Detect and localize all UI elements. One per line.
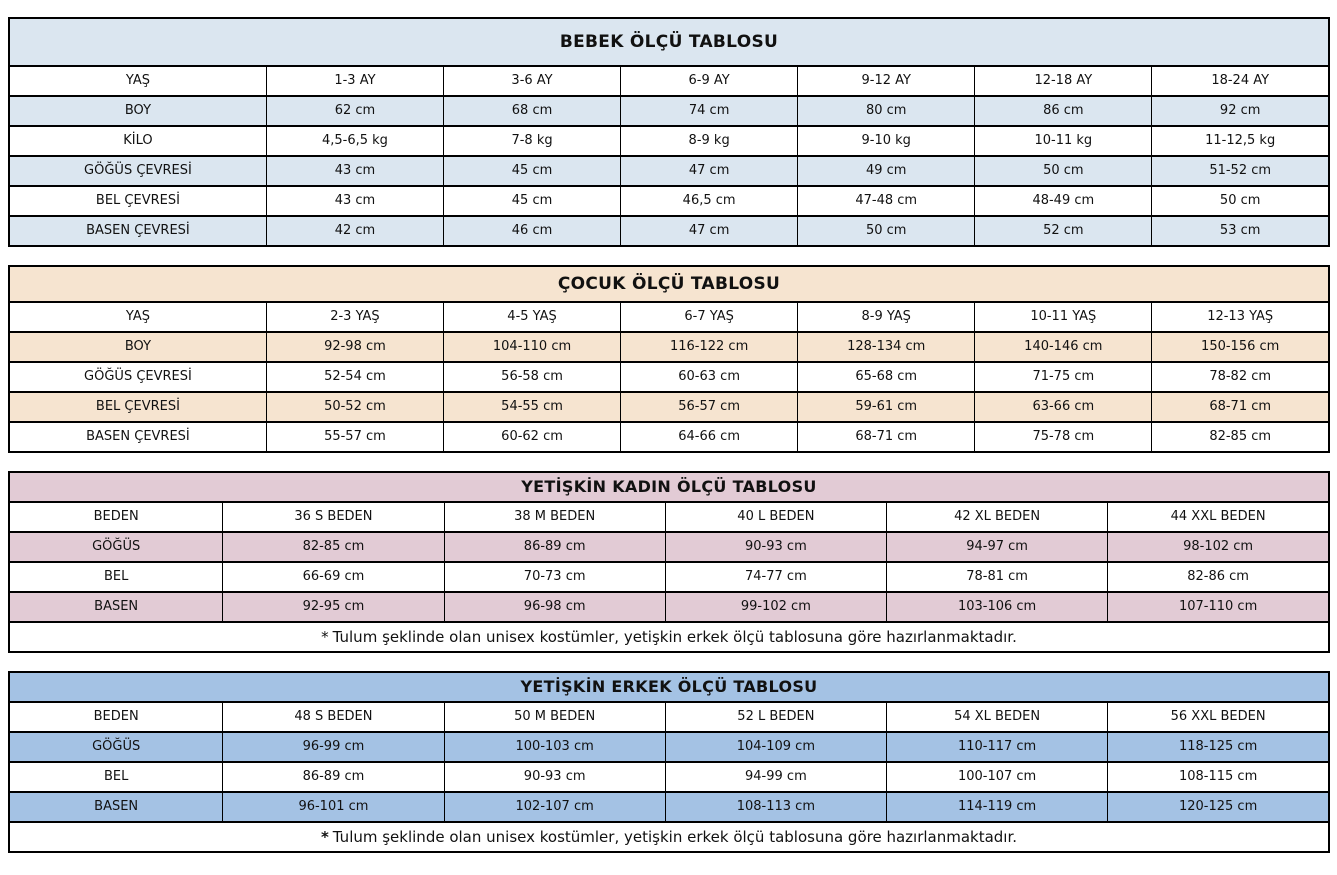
data-cell: 47-48 cm: [798, 186, 975, 216]
data-cell: 50 cm: [1152, 186, 1329, 216]
data-cell: 47 cm: [621, 216, 798, 246]
data-cell: 86-89 cm: [223, 762, 444, 792]
data-cell: 116-122 cm: [621, 332, 798, 362]
header-cell: 6-7 YAŞ: [621, 302, 798, 332]
data-cell: 98-102 cm: [1108, 532, 1329, 562]
data-cell: 52 cm: [975, 216, 1152, 246]
table-title: YETİŞKİN ERKEK ÖLÇÜ TABLOSU: [9, 672, 1329, 702]
data-cell: 50-52 cm: [266, 392, 443, 422]
footnote-text: Tulum şeklinde olan unisex kostümler, yetişkin erkek ölçü tablosuna göre hazırlanmaktadır.: [332, 828, 1018, 846]
data-cell: 46,5 cm: [621, 186, 798, 216]
data-cell: 150-156 cm: [1152, 332, 1329, 362]
header-label: BEDEN: [9, 702, 223, 732]
data-cell: 92 cm: [1152, 96, 1329, 126]
size-table-cocuk: [8, 265, 1330, 453]
table-row: [9, 532, 1329, 562]
header-cell: 1-3 AY: [266, 66, 443, 96]
data-cell: 75-78 cm: [975, 422, 1152, 452]
data-cell: 92-95 cm: [223, 592, 444, 622]
header-label: YAŞ: [9, 302, 266, 332]
title-row: [9, 18, 1329, 66]
data-cell: 7-8 kg: [443, 126, 620, 156]
table-row: [9, 392, 1329, 422]
header-cell: 52 L BEDEN: [665, 702, 886, 732]
row-label: BOY: [9, 96, 266, 126]
data-cell: 108-113 cm: [665, 792, 886, 822]
data-cell: 140-146 cm: [975, 332, 1152, 362]
table-row: [9, 186, 1329, 216]
title-row: [9, 672, 1329, 702]
table-title: ÇOCUK ÖLÇÜ TABLOSU: [9, 266, 1329, 302]
data-cell: 94-99 cm: [665, 762, 886, 792]
data-cell: 50 cm: [798, 216, 975, 246]
table-row: [9, 592, 1329, 622]
data-cell: 10-11 kg: [975, 126, 1152, 156]
table-row: [9, 792, 1329, 822]
data-cell: 60-63 cm: [621, 362, 798, 392]
data-cell: 56-57 cm: [621, 392, 798, 422]
data-cell: 8-9 kg: [621, 126, 798, 156]
data-cell: 108-115 cm: [1108, 762, 1329, 792]
header-cell: 18-24 AY: [1152, 66, 1329, 96]
data-cell: 92-98 cm: [266, 332, 443, 362]
data-cell: 120-125 cm: [1108, 792, 1329, 822]
data-cell: 104-109 cm: [665, 732, 886, 762]
table-row: [9, 216, 1329, 246]
row-label: GÖĞÜS: [9, 732, 223, 762]
header-cell: 6-9 AY: [621, 66, 798, 96]
header-cell: 4-5 YAŞ: [443, 302, 620, 332]
data-cell: 86 cm: [975, 96, 1152, 126]
data-cell: 43 cm: [266, 186, 443, 216]
row-label: BASEN ÇEVRESİ: [9, 422, 266, 452]
data-cell: 53 cm: [1152, 216, 1329, 246]
row-label: BASEN ÇEVRESİ: [9, 216, 266, 246]
data-cell: 90-93 cm: [444, 762, 665, 792]
header-label: YAŞ: [9, 66, 266, 96]
data-cell: 100-107 cm: [886, 762, 1107, 792]
header-row: [9, 502, 1329, 532]
row-label: BASEN: [9, 592, 223, 622]
data-cell: 100-103 cm: [444, 732, 665, 762]
table-row: [9, 762, 1329, 792]
data-cell: 66-69 cm: [223, 562, 444, 592]
data-cell: 82-86 cm: [1108, 562, 1329, 592]
data-cell: 62 cm: [266, 96, 443, 126]
table-row: [9, 732, 1329, 762]
data-cell: 96-101 cm: [223, 792, 444, 822]
data-cell: 80 cm: [798, 96, 975, 126]
data-cell: 64-66 cm: [621, 422, 798, 452]
header-cell: 12-13 YAŞ: [1152, 302, 1329, 332]
data-cell: 74-77 cm: [665, 562, 886, 592]
data-cell: 99-102 cm: [665, 592, 886, 622]
title-row: [9, 472, 1329, 502]
header-cell: 8-9 YAŞ: [798, 302, 975, 332]
header-label: BEDEN: [9, 502, 223, 532]
data-cell: 68-71 cm: [798, 422, 975, 452]
data-cell: 11-12,5 kg: [1152, 126, 1329, 156]
row-label: BEL: [9, 762, 223, 792]
header-row: [9, 66, 1329, 96]
data-cell: 78-82 cm: [1152, 362, 1329, 392]
data-cell: 45 cm: [443, 156, 620, 186]
table-title: YETİŞKİN KADIN ÖLÇÜ TABLOSU: [9, 472, 1329, 502]
data-cell: 70-73 cm: [444, 562, 665, 592]
row-label: GÖĞÜS ÇEVRESİ: [9, 156, 266, 186]
row-label: BEL ÇEVRESİ: [9, 392, 266, 422]
data-cell: 103-106 cm: [886, 592, 1107, 622]
header-cell: 48 S BEDEN: [223, 702, 444, 732]
header-cell: 12-18 AY: [975, 66, 1152, 96]
data-cell: 56-58 cm: [443, 362, 620, 392]
table-title: BEBEK ÖLÇÜ TABLOSU: [9, 18, 1329, 66]
row-label: BOY: [9, 332, 266, 362]
data-cell: 104-110 cm: [443, 332, 620, 362]
row-label: BASEN: [9, 792, 223, 822]
footnote: [9, 822, 1329, 852]
header-cell: 44 XXL BEDEN: [1108, 502, 1329, 532]
data-cell: 96-99 cm: [223, 732, 444, 762]
row-label: BEL: [9, 562, 223, 592]
data-cell: 54-55 cm: [443, 392, 620, 422]
data-cell: 110-117 cm: [886, 732, 1107, 762]
size-table-erkek: [8, 671, 1330, 853]
data-cell: 48-49 cm: [975, 186, 1152, 216]
data-cell: 4,5-6,5 kg: [266, 126, 443, 156]
data-cell: 45 cm: [443, 186, 620, 216]
footnote-asterisk: *: [321, 628, 329, 646]
data-cell: 51-52 cm: [1152, 156, 1329, 186]
header-cell: 2-3 YAŞ: [266, 302, 443, 332]
footnote-row: [9, 822, 1329, 852]
row-label: BEL ÇEVRESİ: [9, 186, 266, 216]
table-row: [9, 126, 1329, 156]
header-cell: 54 XL BEDEN: [886, 702, 1107, 732]
header-cell: 56 XXL BEDEN: [1108, 702, 1329, 732]
footnote-text: Tulum şeklinde olan unisex kostümler, yetişkin erkek ölçü tablosuna göre hazırlanmaktadır.: [332, 628, 1017, 646]
table-row: [9, 332, 1329, 362]
header-cell: 42 XL BEDEN: [886, 502, 1107, 532]
table-row: [9, 362, 1329, 392]
data-cell: 42 cm: [266, 216, 443, 246]
data-cell: 86-89 cm: [444, 532, 665, 562]
data-cell: 118-125 cm: [1108, 732, 1329, 762]
table-row: [9, 96, 1329, 126]
data-cell: 59-61 cm: [798, 392, 975, 422]
data-cell: 96-98 cm: [444, 592, 665, 622]
header-cell: 36 S BEDEN: [223, 502, 444, 532]
data-cell: 60-62 cm: [443, 422, 620, 452]
data-cell: 102-107 cm: [444, 792, 665, 822]
footnote-asterisk: *: [320, 828, 329, 846]
data-cell: 128-134 cm: [798, 332, 975, 362]
data-cell: 46 cm: [443, 216, 620, 246]
table-row: [9, 156, 1329, 186]
data-cell: 82-85 cm: [223, 532, 444, 562]
data-cell: 63-66 cm: [975, 392, 1152, 422]
header-row: [9, 702, 1329, 732]
header-cell: 40 L BEDEN: [665, 502, 886, 532]
row-label: KİLO: [9, 126, 266, 156]
data-cell: 114-119 cm: [886, 792, 1107, 822]
row-label: GÖĞÜS: [9, 532, 223, 562]
data-cell: 68-71 cm: [1152, 392, 1329, 422]
row-label: GÖĞÜS ÇEVRESİ: [9, 362, 266, 392]
data-cell: 50 cm: [975, 156, 1152, 186]
footnote: [9, 622, 1329, 652]
title-row: [9, 266, 1329, 302]
data-cell: 68 cm: [443, 96, 620, 126]
size-table-bebek: [8, 17, 1330, 247]
data-cell: 55-57 cm: [266, 422, 443, 452]
size-tables: [8, 17, 1330, 853]
data-cell: 71-75 cm: [975, 362, 1152, 392]
data-cell: 107-110 cm: [1108, 592, 1329, 622]
data-cell: 94-97 cm: [886, 532, 1107, 562]
size-table-kadin: [8, 471, 1330, 653]
table-row: [9, 562, 1329, 592]
table-row: [9, 422, 1329, 452]
data-cell: 82-85 cm: [1152, 422, 1329, 452]
data-cell: 9-10 kg: [798, 126, 975, 156]
data-cell: 49 cm: [798, 156, 975, 186]
data-cell: 52-54 cm: [266, 362, 443, 392]
data-cell: 43 cm: [266, 156, 443, 186]
data-cell: 65-68 cm: [798, 362, 975, 392]
data-cell: 74 cm: [621, 96, 798, 126]
footnote-row: [9, 622, 1329, 652]
header-cell: 38 M BEDEN: [444, 502, 665, 532]
header-cell: 3-6 AY: [443, 66, 620, 96]
data-cell: 78-81 cm: [886, 562, 1107, 592]
data-cell: 90-93 cm: [665, 532, 886, 562]
header-row: [9, 302, 1329, 332]
header-cell: 50 M BEDEN: [444, 702, 665, 732]
header-cell: 10-11 YAŞ: [975, 302, 1152, 332]
header-cell: 9-12 AY: [798, 66, 975, 96]
data-cell: 47 cm: [621, 156, 798, 186]
